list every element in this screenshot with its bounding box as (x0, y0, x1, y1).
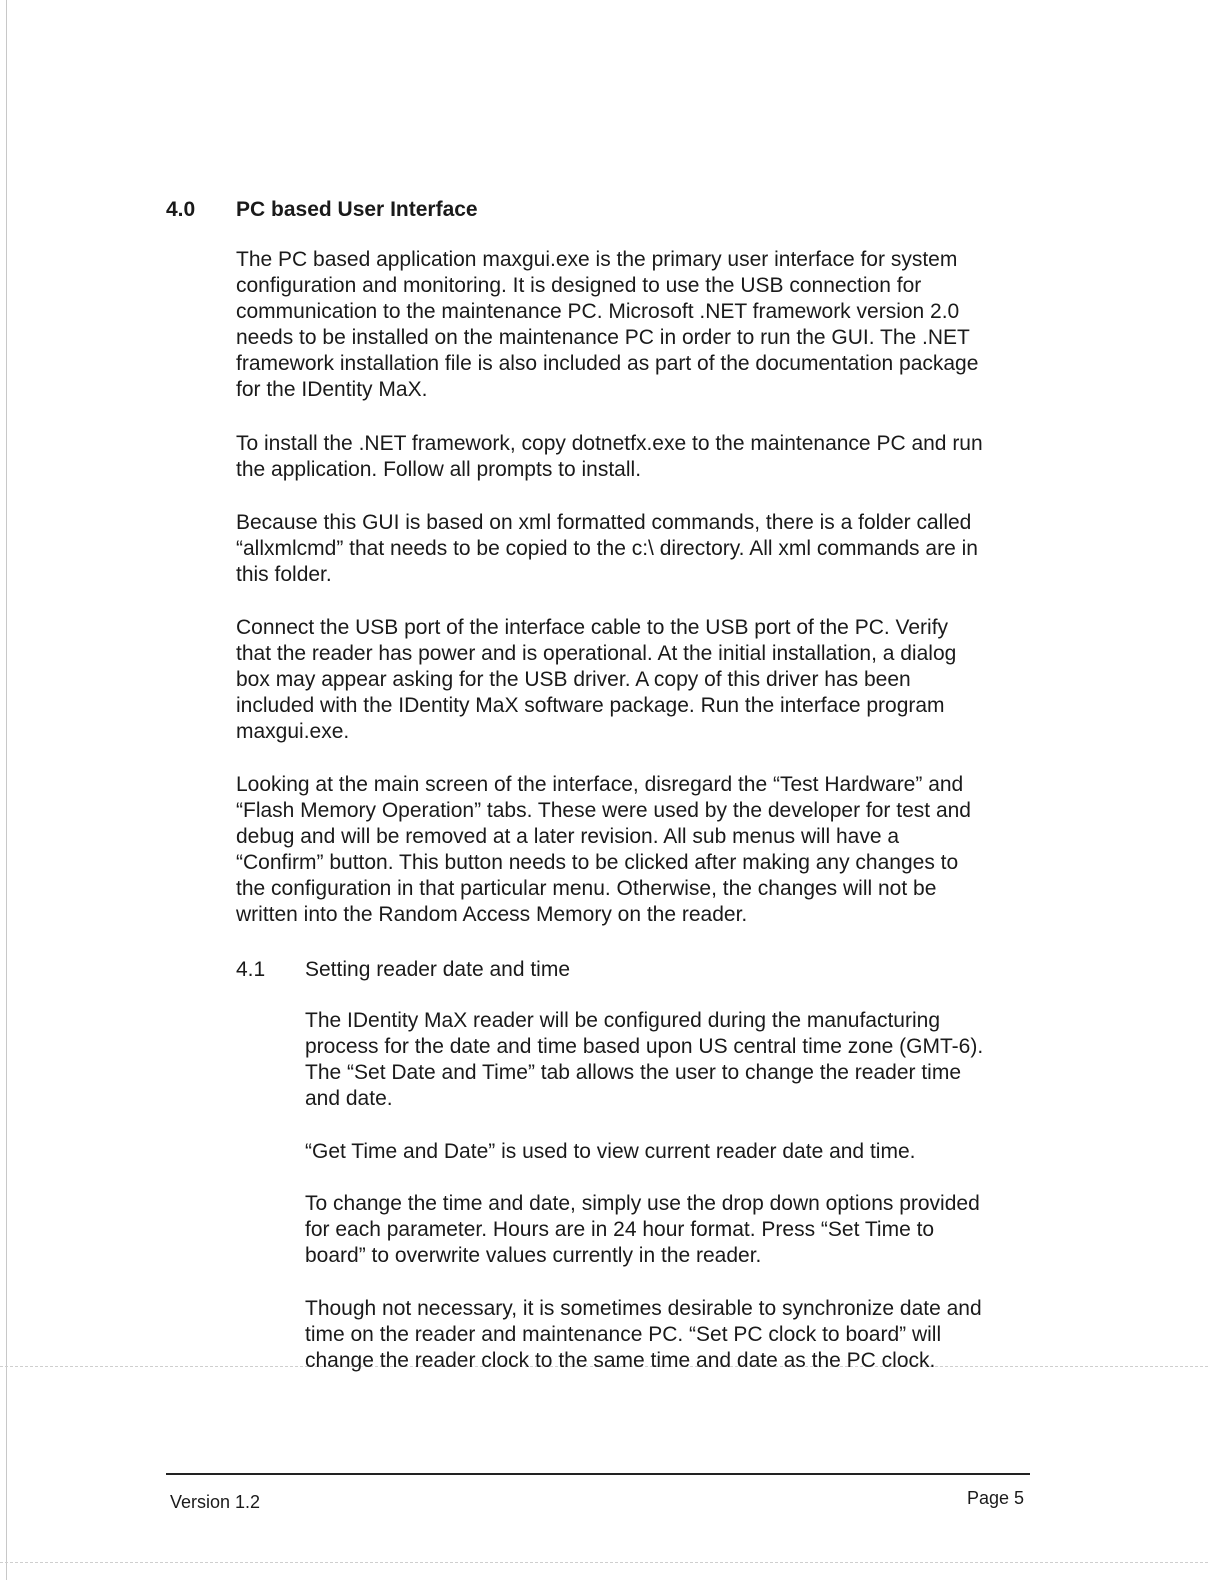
paragraph: Because this GUI is based on xml formatted commands, there is a folder called “allxmlcmd” that needs to be copied to the c:\ directory. All xml commands are in this folder. (236, 511, 978, 586)
section-number: 4.0 (166, 198, 196, 221)
scan-artifact-line (0, 1562, 1208, 1563)
subsection-number: 4.1 (236, 958, 266, 981)
paragraph: Connect the USB port of the interface cable to the USB port of the PC. Verify that the reader has power and is operational. At the initial installation, a dialog box may appear asking for the USB driver. A copy of this driver has been included with the IDentity MaX software package. Run the interface program maxgui.exe. (236, 616, 957, 743)
footer-divider (166, 1473, 1030, 1475)
footer-page-number: Page 5 (966, 1488, 1024, 1508)
paragraph: To install the .NET framework, copy dotnetfx.exe to the maintenance PC and run the application. Follow all prompts to install. (236, 432, 983, 481)
footer-version: Version 1.2 (170, 1492, 261, 1512)
subsection-paragraph: To change the time and date, simply use the drop down options provided for each parameter. Hours are in 24 hour format. Press “Set Time to board” to overwrite values currently in the reader. (305, 1192, 980, 1267)
paragraph: The PC based application maxgui.exe is the primary user interface for system configuration and monitoring. It is designed to use the USB connection for communication to the maintenance PC. Microsoft .NET framework version 2.0 needs to be installed on the maintenance PC in order to run the GUI. The .NET framework installation file is also included as part of the documentation package for the IDentity MaX. (236, 248, 979, 401)
subsection-paragraph: Though not necessary, it is sometimes desirable to synchronize date and time on the reader and maintenance PC. “Set PC clock to board” will change the reader clock to the same time and date as the PC clock. (305, 1297, 982, 1372)
paragraph: Looking at the main screen of the interface, disregard the “Test Hardware” and “Flash Memory Operation” tabs. These were used by the developer for test and debug and will be removed at a later revision. All sub menus will have a “Confirm” button. This button needs to be clicked after making any changes to the configuration in that particular menu. Otherwise, the changes will not be written into the Random Access Memory on the reader. (236, 773, 971, 926)
section-title: PC based User Interface (236, 198, 478, 221)
scan-page-edge (6, 0, 7, 1580)
subsection-paragraph: “Get Time and Date” is used to view current reader date and time. (305, 1140, 916, 1163)
subsection-title: Setting reader date and time (305, 958, 571, 981)
subsection-paragraph: The IDentity MaX reader will be configured during the manufacturing process for the date and time based upon US central time zone (GMT-6). The “Set Date and Time” tab allows the user to change the reader time and date. (305, 1009, 984, 1110)
